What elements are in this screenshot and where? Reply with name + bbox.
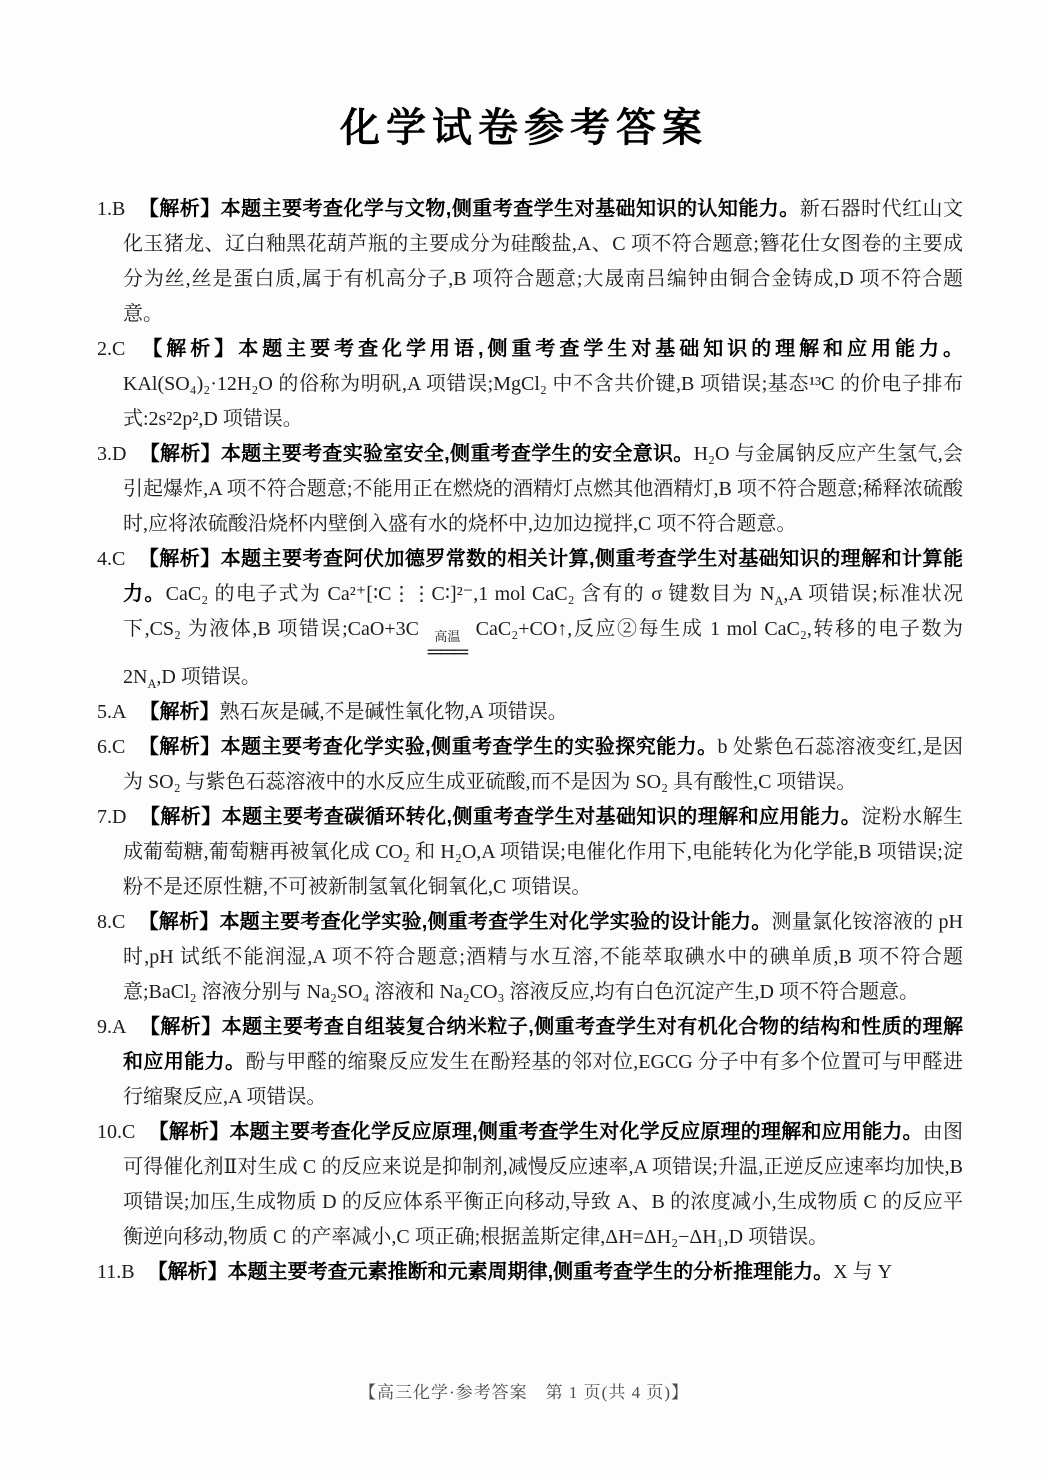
answer-item <box>97 905 963 1010</box>
item-text: 测量氯化铵溶液的 pH 时,pH 试纸不能润湿,A 项不符合题意;酒精与水互溶,不能萃取碘水中的碘单质,B 项不符合题意;BaCl₂ 溶液分别与 Na₂SO₄ 溶液和 Na₂CO₃ 溶液反应,均有白色沉淀产生,D 项不符合题意。 <box>123 911 963 1003</box>
item-text-bold: 【解析】本题主要考查化学与文物,侧重考查学生对基础知识的认知能力。 <box>138 198 800 220</box>
answer-item <box>97 1255 963 1290</box>
item-text-bold: 【解析】本题主要考查阿伏加德罗常数的相关计算,侧重考查学生对基础知识的理解和计算能力。 <box>123 548 963 605</box>
item-text-bold: 【解析】本题主要考查化学用语,侧重考查学生对基础知识的理解和应用能力。 <box>138 338 963 360</box>
item-text: b 处紫色石蕊溶液变红,是因为 SO₂ 与紫色石蕊溶液中的水反应生成亚硫酸,而不是因为 SO₂ 具有酸性,C 项错误。 <box>123 736 964 793</box>
item-text: 淀粉水解生成葡萄糖,葡萄糖再被氧化成 CO₂ 和 H₂O,A 项错误;电催化作用下,电能转化为化学能,B 项错误;淀粉不是还原性糖,不可被新制氢氧化铜氧化,C 项错误。 <box>123 806 964 898</box>
page-footer: 【高三化学·参考答案 第 1 页(共 4 页)】 <box>359 1383 689 1402</box>
subscript: A <box>774 594 784 608</box>
item-number-and-answer: 6.C <box>97 736 126 758</box>
item-number-and-answer: 1.B <box>97 198 126 220</box>
answer-item <box>97 730 963 800</box>
item-text-bold: 【解析】 <box>139 701 220 723</box>
item-text-bold: 【解析】本题主要考查化学实验,侧重考查学生对化学实验的设计能力。 <box>138 911 772 933</box>
reaction-condition-over-equals: 高温 ═══ <box>427 629 468 663</box>
answer-item <box>97 437 963 542</box>
answer-item <box>97 800 963 905</box>
item-number-and-answer: 10.C <box>97 1121 136 1143</box>
item-text: ,A 项错误;标准状况下,CS₂ 为液体,B 项错误;CaO+3C <box>123 583 963 640</box>
answer-item <box>97 1115 963 1255</box>
item-text-bold: 【解析】本题主要考查化学实验,侧重考查学生的实验探究能力。 <box>138 736 718 758</box>
item-text-bold: 【解析】本题主要考查碳循环转化,侧重考查学生对基础知识的理解和应用能力。 <box>139 806 862 828</box>
answer-item <box>97 695 963 730</box>
item-number-and-answer: 3.D <box>97 443 127 465</box>
item-text: CaC₂+CO↑,反应②每生成 1 mol CaC₂,转移的电子数为 2N <box>123 618 963 688</box>
answer-item <box>97 192 963 332</box>
item-text: CaC₂ 的电子式为 Ca²⁺[∶C⋮⋮C∶]²⁻,1 mol CaC₂ 含有的 σ 键数目为 N <box>165 583 775 605</box>
item-text: 由图可得催化剂Ⅱ对生成 C 的反应来说是抑制剂,减慢反应速率,A 项错误;升温,正逆反应速率均加快,B 项错误;加压,生成物质 D 的反应体系平衡正向移动,导致 A、B 的浓度减小,生成物质 C 的反应平衡逆向移动,物质 C 的产率减小,C 项正确;根据盖斯定律,ΔH=ΔH₂−ΔH₁,D 项错误。 <box>123 1121 964 1248</box>
item-text-bold: 【解析】本题主要考查自组装复合纳米粒子,侧重考查学生对有机化合物的结构和性质的理解和应用能力。 <box>123 1016 963 1073</box>
answer-item <box>97 542 963 695</box>
item-number-and-answer: 8.C <box>97 911 126 933</box>
item-number-and-answer: 2.C <box>97 338 126 360</box>
item-number-and-answer: 11.B <box>97 1261 135 1283</box>
item-number-and-answer: 7.D <box>97 806 127 828</box>
item-text: X 与 Y <box>833 1261 893 1283</box>
subscript: A <box>147 677 157 691</box>
answer-item <box>97 1010 963 1115</box>
item-number-and-answer: 9.A <box>97 1016 127 1038</box>
item-number-and-answer: 5.A <box>97 701 127 723</box>
answer-item <box>97 332 963 437</box>
item-text: 熟石灰是碱,不是碱性氧化物,A 项错误。 <box>219 701 568 723</box>
item-text-bold: 【解析】本题主要考查化学反应原理,侧重考查学生对化学反应原理的理解和应用能力。 <box>148 1121 923 1143</box>
item-text: 新石器时代红山文化玉猪龙、辽白釉黑花葫芦瓶的主要成分为硅酸盐,A、C 项不符合题意;簪花仕女图卷的主要成分为丝,丝是蛋白质,属于有机高分子,B 项符合题意;大晟南吕编钟由铜合金铸成,D 项不符合题意。 <box>123 198 963 325</box>
item-text-bold: 【解析】本题主要考查元素推断和元素周期律,侧重考查学生的分析推理能力。 <box>147 1261 834 1283</box>
item-text: H₂O 与金属钠反应产生氢气,会引起爆炸,A 项不符合题意;不能用正在燃烧的酒精灯点燃其他酒精灯,B 项不符合题意;稀释浓硫酸时,应将浓硫酸沿烧杯内壁倒入盛有水的烧杯中,边加边搅拌,C 项不符合题意。 <box>123 443 964 535</box>
item-text: ,D 项错误。 <box>156 666 261 688</box>
item-text: 酚与甲醛的缩聚反应发生在酚羟基的邻对位,EGCG 分子中有多个位置可与甲醛进行缩聚反应,A 项错误。 <box>123 1051 964 1108</box>
item-text-bold: 【解析】本题主要考查实验室安全,侧重考查学生的安全意识。 <box>139 443 694 465</box>
answer-list <box>97 192 963 1290</box>
item-number-and-answer: 4.C <box>97 548 126 570</box>
item-text: KAl(SO₄)₂·12H₂O 的俗称为明矾,A 项错误;MgCl₂ 中不含共价键,B 项错误;基态¹³C 的价电子排布式:2s²2p²,D 项错误。 <box>123 373 963 430</box>
page-title: 化学试卷参考答案 <box>340 106 708 150</box>
